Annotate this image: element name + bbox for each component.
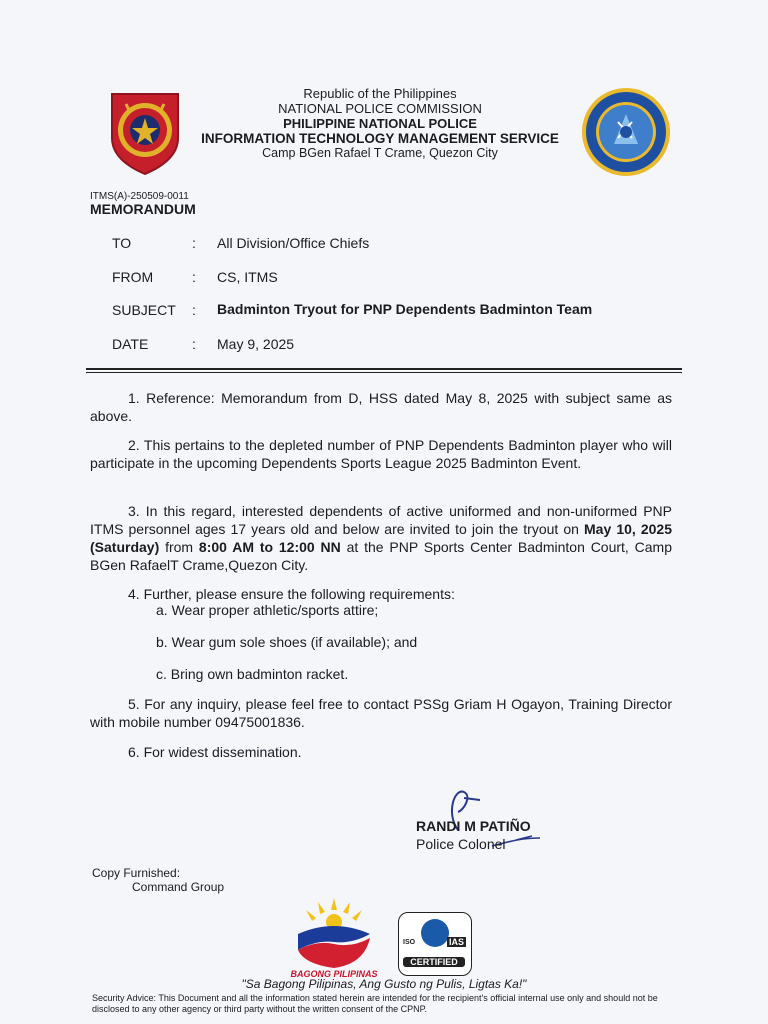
date-label: DATE [112,336,149,352]
to-value: All Division/Office Chiefs [217,235,370,251]
copy-furnished-recipient: Command Group [132,880,225,894]
copy-furnished-label: Copy Furnished: [92,866,181,880]
memo-reference-number: ITMS(A)-250509-0011 [90,191,189,202]
subject-value: Badminton Tryout for PNP Dependents Badminton Team [217,301,593,317]
bagong-pilipinas-logo-icon [292,898,376,970]
paragraph-3-venue: at the PNP Sports Center Badminton Court, Camp BGen RafaelT Crame,Quezon City. [90,539,672,573]
to-label: TO [112,235,132,251]
header-itms: INFORMATION TECHNOLOGY MANAGEMENT SERVICE [201,131,559,146]
security-advice: Security Advice: This Document and all the information stated herein are intended for the recipient's official internal use only and should not be disclosed to any other agency or third party without the written consent of the CPNP. [92,993,658,1014]
header-napolcom: NATIONAL POLICE COMMISSION [278,101,482,116]
requirement-c: c. Bring own badminton racket. [156,666,349,682]
date-value: May 9, 2025 [217,336,295,352]
paragraph-3-intro: 3. In this regard, interested dependents of active uniformed and non-uniformed PNP ITMS personnel ages 17 years old and below are invited to join the tryout on [90,503,672,537]
memo-title: MEMORANDUM [90,201,196,217]
paragraph-6: 6. For widest dissemination. [128,744,302,760]
itms-seal-icon [580,86,672,178]
from-label: FROM [112,269,154,285]
pnp-seal-icon [104,88,186,176]
paragraph-3-from: from [159,539,199,555]
header-pnp: PHILIPPINE NATIONAL POLICE [283,116,477,131]
subject-colon: : [192,302,196,318]
certified-label: CERTIFIED [403,957,465,967]
requirement-b: b. Wear gum sole shoes (if available); and [156,634,418,650]
ias-label: IAS [449,937,465,947]
date-colon: : [192,336,196,352]
header-address: Camp BGen Rafael T Crame, Quezon City [262,146,498,160]
requirement-a: a. Wear proper athletic/sports attire; [156,602,379,618]
tryout-date: May 10, 2025 (Saturday) [90,521,672,555]
header-republic: Republic of the Philippines [303,86,457,101]
iso-circle-icon [421,919,449,947]
header-divider [86,368,682,370]
from-colon: : [192,269,196,285]
from-value: CS, ITMS [217,269,278,285]
subject-label: SUBJECT [112,302,176,318]
header-divider-secondary [86,372,682,373]
bagong-pilipinas-label: BAGONG PILIPINAS [290,969,378,979]
signatory-name: RANDI M PATIÑO [416,818,531,834]
iso-label: ISO [403,939,416,946]
pnp-slogan: "Sa Bagong Pilipinas, Ang Gusto ng Pulis, Ligtas Ka!" [241,977,527,991]
signatory-rank: Police Colonel [416,836,506,852]
paragraph-3 [90,502,672,574]
paragraph-5: 5. For any inquiry, please feel free to contact PSSg Griam H Ogayon, Training Director with mobile number 09475001836. [90,696,672,730]
iso-certified-badge [398,912,472,976]
tryout-time: 8:00 AM to 12:00 NN [198,539,341,555]
paragraph-4: 4. Further, please ensure the following requirements: [128,586,455,602]
paragraph-1: 1. Reference: Memorandum from D, HSS dated May 8, 2025 with subject same as above. [90,390,672,424]
to-colon: : [192,235,196,251]
paragraph-2: 2. This pertains to the depleted number of PNP Dependents Badminton player who will participate in the upcoming Dependents Sports League 2025 Badminton Event. [90,437,672,471]
